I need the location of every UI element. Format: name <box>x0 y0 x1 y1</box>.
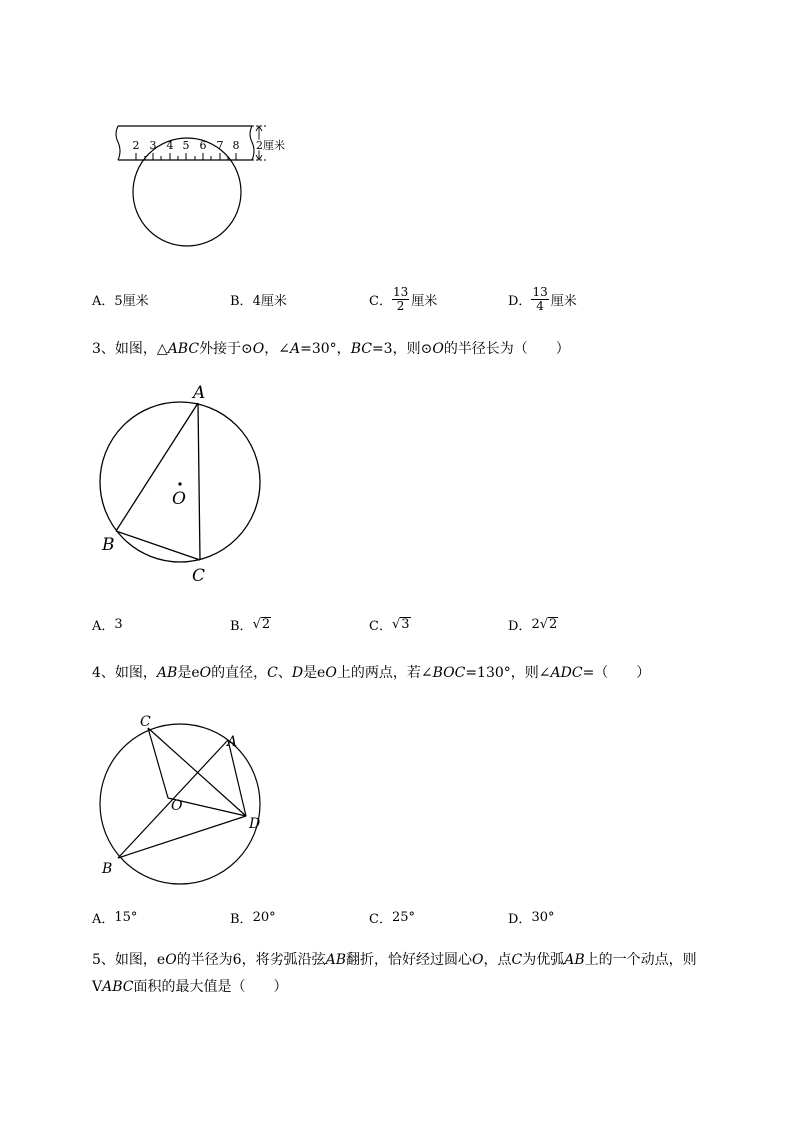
sqrt-coefficient: 2 <box>531 616 540 632</box>
q-text: ，∠ <box>264 341 291 357</box>
fraction <box>531 286 548 313</box>
ruler-circle-figure <box>110 118 290 258</box>
q-var: O <box>432 341 444 357</box>
option-text: 3 <box>114 616 123 632</box>
option-text: 30° <box>531 909 555 925</box>
fraction <box>392 286 409 313</box>
q-var: ABC <box>102 979 134 995</box>
option-text: 5厘米 <box>114 293 149 309</box>
q-text: =30°， <box>300 341 351 357</box>
q-text: 面积的最大值是（ ） <box>133 979 288 995</box>
option-a[interactable] <box>92 284 149 314</box>
option-unit: 厘米 <box>550 293 577 309</box>
q-text: 外接于⊙ <box>199 341 253 357</box>
q-var: D <box>291 665 304 681</box>
option-letter: A． <box>92 618 115 634</box>
q-var: O <box>472 952 484 968</box>
ruler-tick-label: 6 <box>199 139 207 152</box>
q-text: =130°，则∠ <box>465 665 551 681</box>
option-letter: C． <box>369 618 392 634</box>
q4-options <box>92 902 732 932</box>
option-a[interactable] <box>92 902 137 932</box>
q-var: O <box>252 341 265 357</box>
option-text: 25° <box>391 909 415 925</box>
figure-circle <box>133 138 241 246</box>
q3-figure <box>92 378 272 588</box>
center-point <box>178 482 181 485</box>
label-d: D <box>249 816 261 832</box>
q-text: 4、如图， <box>92 665 157 681</box>
q-var: AB <box>156 665 178 681</box>
sqrt-expression <box>253 617 272 632</box>
segment-bc <box>116 531 200 560</box>
option-unit: 厘米 <box>411 293 438 309</box>
q-text: =（ ） <box>582 665 651 681</box>
label-c: C <box>192 566 206 586</box>
q-text: 上的一个动点，则 <box>584 952 697 968</box>
q-text: 为优弧 <box>522 952 565 968</box>
q4-figure <box>88 708 278 893</box>
label-b: B <box>102 535 115 555</box>
q-var: BC <box>350 341 372 357</box>
option-letter: D． <box>508 911 532 927</box>
q-var: AB <box>564 952 585 968</box>
option-letter: A． <box>92 293 115 309</box>
radical-sign: √ <box>539 616 549 632</box>
segment-oc <box>148 728 168 798</box>
q3-options <box>92 609 732 639</box>
q2-options <box>92 284 732 314</box>
label-a: A <box>193 383 206 403</box>
fraction-numerator: 13 <box>392 284 409 299</box>
option-text: 15° <box>114 909 138 925</box>
option-d[interactable] <box>508 902 554 932</box>
q-text: ，点 <box>483 952 512 968</box>
label-b: B <box>102 861 113 877</box>
option-c[interactable] <box>369 609 411 639</box>
q-text: 的半径长为（ ） <box>443 341 570 357</box>
ruler-ticks <box>136 153 236 160</box>
q-text: 上的两点，若∠ <box>336 665 433 681</box>
radicand: 2 <box>261 616 271 632</box>
q-text: 是e <box>177 665 200 681</box>
option-d[interactable] <box>508 284 577 314</box>
option-d[interactable] <box>508 609 558 639</box>
ruler-side-label: 2厘米 <box>256 139 285 152</box>
radicand: 2 <box>549 616 558 632</box>
ruler-left-break <box>116 126 120 160</box>
q-text: 3、如图，△ <box>92 341 168 357</box>
q-var: A <box>290 341 301 357</box>
option-b[interactable] <box>230 609 271 639</box>
sqrt-expression <box>392 617 411 632</box>
option-c[interactable] <box>369 902 415 932</box>
q-text: 5、如图，e <box>92 952 166 968</box>
option-letter: A． <box>92 911 115 927</box>
q-var: C <box>267 665 278 681</box>
ruler-tick-label: 2 <box>132 139 140 152</box>
option-letter: C． <box>369 293 392 309</box>
fraction-denominator: 4 <box>536 298 544 313</box>
ruler-right-break <box>250 126 254 160</box>
q-text: 的半径为6，将劣弧沿弦 <box>176 952 326 968</box>
segment-ad <box>228 740 246 816</box>
ruler-tick-label: 4 <box>166 139 174 152</box>
radical-sign: √ <box>252 616 261 632</box>
fraction-numerator: 13 <box>532 284 548 299</box>
option-letter: B． <box>230 618 253 634</box>
label-a: A <box>227 734 238 750</box>
ruler-tick-label: 5 <box>182 139 190 152</box>
option-letter: D． <box>508 618 532 634</box>
q-var: C <box>511 952 523 968</box>
option-letter: D． <box>508 293 532 309</box>
radicand: 3 <box>401 616 410 632</box>
ruler-tick-label: 8 <box>232 139 240 152</box>
option-b[interactable] <box>230 284 287 314</box>
ruler-tick-label: 3 <box>149 139 157 152</box>
option-text: 4厘米 <box>252 293 287 309</box>
q-var: ABC <box>167 341 200 357</box>
q-var: O <box>325 665 337 681</box>
question-4 <box>92 660 732 686</box>
q-var: BOC <box>432 665 466 681</box>
option-b[interactable] <box>230 902 276 932</box>
segment-ac <box>198 403 200 560</box>
question-3 <box>92 336 732 362</box>
q-text: =3，则⊙ <box>371 341 433 357</box>
q-var: O <box>199 665 212 681</box>
label-o: O <box>172 489 186 509</box>
q-var: O <box>165 952 177 968</box>
q-var: ADC <box>550 665 583 681</box>
q-text: 、 <box>277 665 292 681</box>
label-c: C <box>140 714 151 730</box>
segment-ab <box>116 403 198 531</box>
fraction-denominator: 2 <box>396 298 405 313</box>
option-c[interactable] <box>369 284 437 314</box>
q-text: 是e <box>303 665 326 681</box>
q-text: V <box>92 979 103 995</box>
option-letter: B． <box>230 911 253 927</box>
q3-circle <box>100 402 260 562</box>
radical-sign: √ <box>391 616 401 632</box>
question-5 <box>92 947 732 1001</box>
option-letter: C． <box>369 911 392 927</box>
q-text: 的直径， <box>211 665 268 681</box>
q-var: AB <box>325 952 347 968</box>
ruler-tick-label: 7 <box>216 139 224 152</box>
option-text: 20° <box>252 909 276 925</box>
sqrt-expression <box>540 617 559 632</box>
option-letter: B． <box>230 293 253 309</box>
label-o: O <box>171 798 183 814</box>
option-a[interactable] <box>92 609 123 639</box>
q-text: 翻折，恰好经过圆心 <box>346 952 473 968</box>
